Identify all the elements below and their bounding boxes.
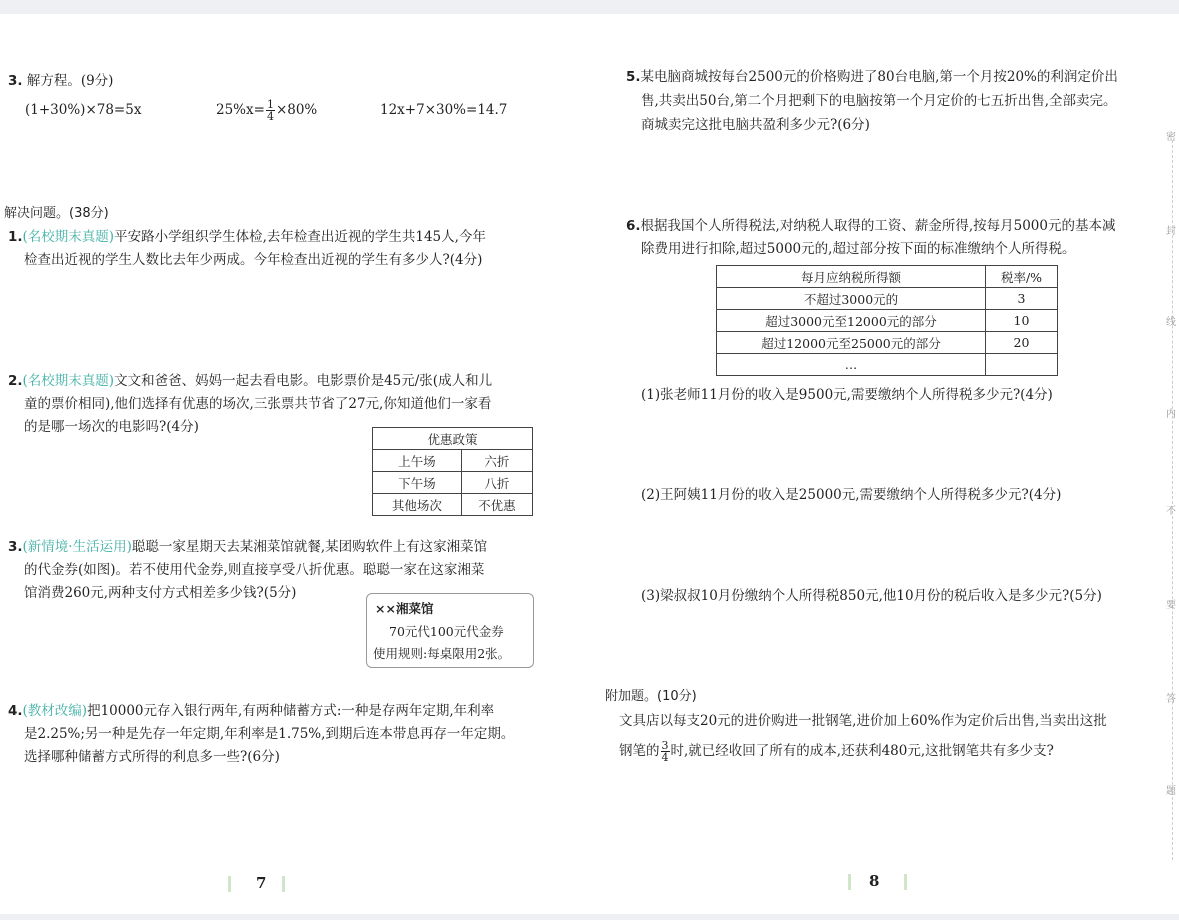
problem-2-line2: 童的票价相同),他们选择有优惠的场次,三张票共节省了27元,你知道他们一家看 bbox=[24, 396, 492, 412]
table-header-row: 每月应纳税所得额 税率/% bbox=[717, 266, 1058, 288]
side-mark: 线 bbox=[1166, 317, 1176, 328]
equation-2: 25%x= $\frac{1}{4}$ ×80% bbox=[216, 98, 318, 123]
tax-rate-table bbox=[716, 265, 1058, 376]
problem-5-line1: 5.某电脑商城按每台2500元的价格购进了80台电脑,第一个月按20%的利润定价出 bbox=[626, 69, 1118, 85]
problem-4-line1: 4.(教材改编)把10000元存入银行两年,有两种储蓄方式:一种是存两年定期,年利率 bbox=[8, 703, 495, 719]
table-row: 下午场 八折 bbox=[373, 472, 533, 494]
problem-tag: (名校期末真题) bbox=[22, 229, 115, 245]
table-row: 超过3000元至12000元的部分 10 bbox=[717, 310, 1058, 332]
voucher-line2: 使用规则:每桌限用2张。 bbox=[373, 646, 511, 661]
equation-1: (1+30%)×78=5x bbox=[25, 102, 142, 118]
section-heading: 解决问题。(38分) bbox=[4, 206, 109, 221]
problem-5-line3: 商城卖完这批电脑共盈利多少元?(6分) bbox=[641, 117, 870, 133]
top-border bbox=[0, 0, 1179, 14]
bonus-heading: 附加题。(10分) bbox=[605, 689, 697, 704]
sub-question-2: (2)王阿姨11月份的收入是25000元,需要缴纳个人所得税多少元?(4分) bbox=[641, 487, 1062, 503]
discount-policy-table bbox=[372, 427, 533, 516]
problem-6-line2: 除费用进行扣除,超过5000元的,超过部分按下面的标准缴纳个人所得税。 bbox=[641, 241, 1076, 257]
side-mark: 要 bbox=[1166, 600, 1176, 611]
page-number-right: 8 bbox=[869, 872, 880, 890]
table-row: 其他场次 不优惠 bbox=[373, 494, 533, 516]
side-mark: 题 bbox=[1166, 786, 1176, 797]
side-mark: 答 bbox=[1166, 694, 1176, 705]
page-ornament bbox=[848, 874, 851, 890]
equation-3: 12x+7×30%=14.7 bbox=[380, 102, 508, 118]
table-row: 超过12000元至25000元的部分 20 bbox=[717, 332, 1058, 354]
table-header: 优惠政策 bbox=[373, 428, 533, 450]
voucher-card bbox=[366, 593, 534, 668]
side-mark: 封 bbox=[1166, 226, 1176, 237]
sub-question-1: (1)张老师11月份的收入是9500元,需要缴纳个人所得税多少元?(4分) bbox=[641, 387, 1053, 403]
problem-4-line3: 选择哪种储蓄方式所得的利息多一些?(6分) bbox=[24, 749, 280, 765]
problem-4-line2: 是2.25%;另一种是先存一年定期,年利率是1.75%,到期后连本带息再存一年定期。 bbox=[24, 726, 515, 742]
binding-line bbox=[1172, 140, 1173, 860]
q3-title: 解方程。(9分) bbox=[26, 73, 114, 89]
side-mark: 内 bbox=[1166, 409, 1176, 420]
voucher-line1: 70元代100元代金券 bbox=[389, 624, 504, 639]
page-ornament bbox=[282, 876, 285, 892]
problem-2-line1: 2.(名校期末真题)文文和爸爸、妈妈一起去看电影。电影票价是45元/张(成人和儿 bbox=[8, 373, 493, 389]
problem-6-line1: 6.根据我国个人所得税法,对纳税人取得的工资、薪金所得,按每月5000元的基本减 bbox=[626, 218, 1116, 234]
q3-heading bbox=[8, 70, 113, 92]
page-ornament bbox=[904, 874, 907, 890]
problem-tag: (名校期末真题) bbox=[22, 373, 115, 389]
table-row: 不超过3000元的 3 bbox=[717, 288, 1058, 310]
sub-question-3: (3)梁叔叔10月份缴纳个人所得税850元,他10月份的税后收入是多少元?(5分) bbox=[641, 588, 1102, 604]
problem-3-line3: 馆消费260元,两种支付方式相差多少钱?(5分) bbox=[24, 585, 297, 601]
fraction: $\frac{3}{4}$ bbox=[661, 739, 669, 764]
bottom-border bbox=[0, 914, 1179, 920]
page-number-left: 7 bbox=[256, 874, 267, 892]
page-ornament bbox=[228, 876, 231, 892]
side-mark: 密 bbox=[1166, 132, 1176, 143]
problem-tag: (教材改编) bbox=[22, 703, 88, 719]
q3-number: 3. bbox=[8, 73, 23, 89]
voucher-title: ××湘菜馆 bbox=[375, 601, 434, 616]
problem-1-line2: 检查出近视的学生人数比去年少两成。今年检查出近视的学生有多少人?(4分) bbox=[24, 252, 483, 268]
bonus-line2: 钢笔的 $\frac{3}{4}$ 时,就已经收回了所有的成本,还获利480元,这批钢笔共有多少支? bbox=[619, 739, 1054, 764]
problem-tag: (新情境·生活运用) bbox=[22, 539, 132, 555]
problem-3-line1: 3.(新情境·生活运用)聪聪一家星期天去某湘菜馆就餐,某团购软件上有这家湘菜馆 bbox=[8, 539, 488, 555]
problem-2-line3: 的是哪一场次的电影吗?(4分) bbox=[24, 419, 199, 435]
table-row: … bbox=[717, 354, 1058, 376]
fraction: $\frac{1}{4}$ bbox=[266, 98, 274, 123]
problem-3-line2: 的代金券(如图)。若不使用代金券,则直接享受八折优惠。聪聪一家在这家湘菜 bbox=[24, 562, 485, 578]
bonus-line1: 文具店以每支20元的进价购进一批钢笔,进价加上60%作为定价后出售,当卖出这批 bbox=[619, 713, 1107, 729]
side-mark: 不 bbox=[1166, 506, 1176, 517]
problem-5-line2: 售,共卖出50台,第二个月把剩下的电脑按第一个月定价的七五折出售,全部卖完。 bbox=[641, 93, 1117, 109]
problem-1-line1: 1.(名校期末真题)平安路小学组织学生体检,去年检查出近视的学生共145人,今年 bbox=[8, 229, 486, 245]
table-row: 上午场 六折 bbox=[373, 450, 533, 472]
